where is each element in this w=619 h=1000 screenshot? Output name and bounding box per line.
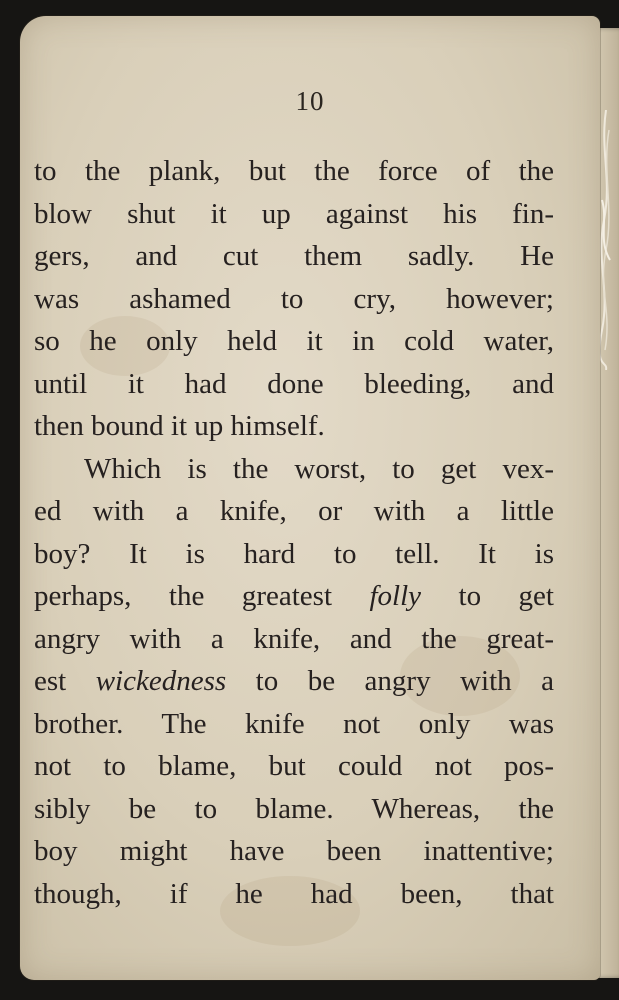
text-line (34, 278, 554, 321)
text-line (34, 235, 554, 278)
text-segment: not to blame, but could not pos- (34, 750, 554, 782)
text-segment: brother. The knife not only was (34, 707, 554, 740)
text-line (34, 873, 554, 916)
italic-word: folly (369, 580, 422, 612)
text-line (34, 575, 554, 618)
text-segment: to the plank, but the force of the (34, 155, 554, 187)
text-segment: was ashamed to cry, however; (34, 282, 554, 315)
text-segment: Which is the worst, to get vex- (84, 452, 554, 485)
text-line (34, 193, 554, 236)
text-line (34, 405, 554, 448)
text-line (34, 703, 554, 746)
text-line (34, 618, 554, 661)
text-segment: then bound it up himself. (34, 410, 325, 442)
paragraph (34, 150, 554, 448)
text-segment: until it had done bleeding, and (34, 367, 554, 400)
text-line (34, 448, 554, 491)
text-line (34, 490, 554, 533)
text-segment: est (34, 665, 96, 697)
page-number: 10 (295, 86, 325, 116)
text-segment: though, if he had been, that (34, 877, 554, 910)
text-segment: boy might have been inattentive; (34, 835, 554, 867)
text-line (34, 150, 554, 193)
text-segment: to get (421, 580, 554, 612)
text-line (34, 533, 554, 576)
text-line (34, 788, 554, 831)
text-segment: gers, and cut them sadly. He (34, 240, 554, 272)
text-line (34, 660, 554, 703)
text-line (34, 320, 554, 363)
text-line (34, 745, 554, 788)
text-line (34, 830, 554, 873)
body-text (34, 150, 554, 915)
text-segment: angry with a knife, and the great- (34, 622, 554, 655)
text-line (34, 363, 554, 406)
italic-word: wickedness (95, 665, 227, 697)
text-segment: boy? It is hard to tell. It is (34, 537, 554, 570)
text-segment: so he only held it in cold water, (34, 325, 554, 357)
text-segment: sibly be to blame. Whereas, the (34, 792, 554, 825)
text-segment: perhaps, the greatest (34, 580, 370, 612)
paragraph (34, 448, 554, 916)
text-segment: to be angry with a (226, 665, 554, 697)
text-segment: blow shut it up against his fin- (34, 197, 554, 230)
text-segment: ed with a knife, or with a little (34, 495, 554, 527)
